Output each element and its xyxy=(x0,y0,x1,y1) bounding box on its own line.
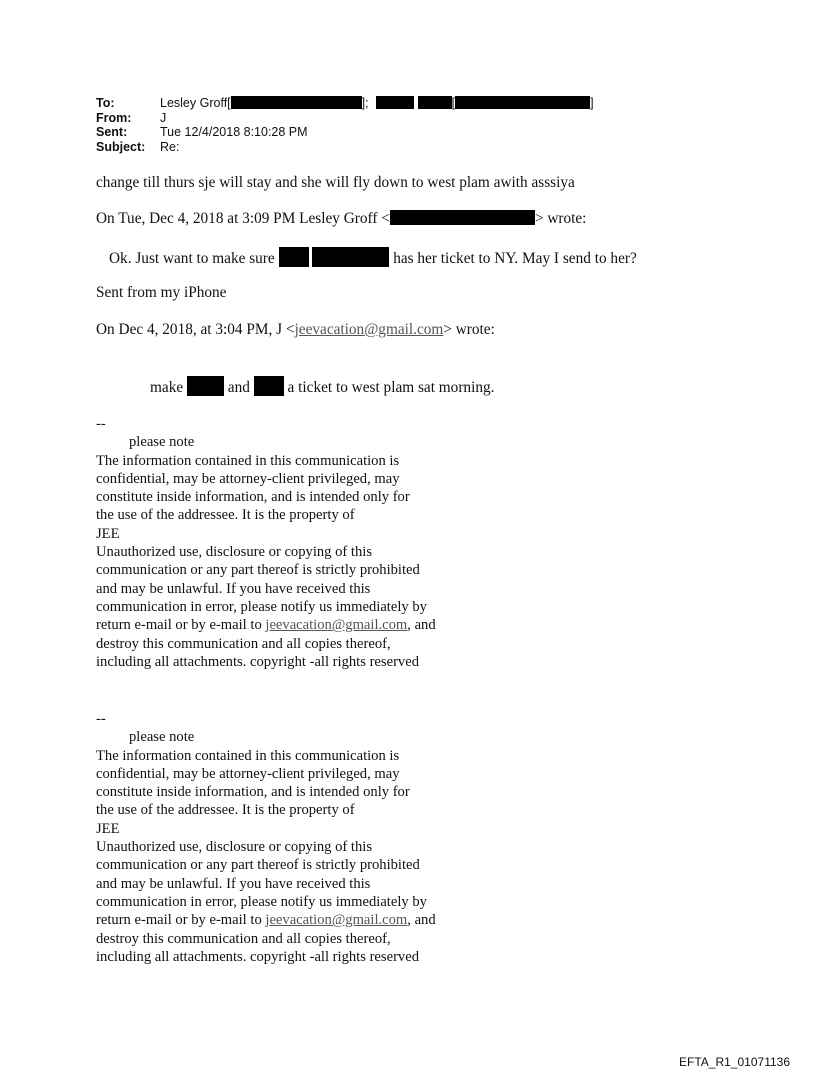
disclaimer-line: including all attachments. copyright -all rights reserved xyxy=(96,948,419,965)
disclaimer-return-line xyxy=(96,911,516,929)
disclaimer-line: JEE xyxy=(96,820,120,837)
redacted-name xyxy=(187,376,224,396)
quoted-message-1-part-a: Ok. Just want to make sure xyxy=(109,250,275,267)
to-name: Lesley Groff[ xyxy=(160,96,231,110)
redacted-email xyxy=(390,210,535,225)
redacted-name xyxy=(279,247,309,267)
disclaimer-line: the use of the addressee. It is the property of xyxy=(96,507,355,524)
quoted-message-2-part-c: a ticket to west plam sat morning. xyxy=(287,379,495,396)
disclaimer-note: please note xyxy=(129,434,195,451)
to-bracket-close: ] xyxy=(590,96,594,110)
from-row xyxy=(96,111,594,126)
quoted-message-2-part-a: make xyxy=(150,379,184,396)
disclaimer-block xyxy=(96,415,516,671)
sent-row xyxy=(96,125,594,140)
disclaimer-line: confidential, may be attorney-client privileged, may xyxy=(96,765,400,782)
disclaimer-line: including all attachments. copyright -all rights reserved xyxy=(96,653,419,670)
document-id-stamp: EFTA_R1_01071136 xyxy=(679,1055,790,1069)
disclaimer-line: constitute inside information, and is intended only for xyxy=(96,489,410,506)
disclaimer-line: and may be unlawful. If you have received this xyxy=(96,875,371,892)
disclaimer-return-line xyxy=(96,616,516,634)
disclaimer-line: communication in error, please notify us immediately by xyxy=(96,893,427,910)
quote-header-1-suffix: > wrote: xyxy=(534,210,587,227)
sent-label: Sent: xyxy=(96,125,128,140)
quoted-message-2-part-b: and xyxy=(227,379,250,396)
disclaimer-block xyxy=(96,710,516,966)
quote-email-link[interactable]: jeevacation@gmail.com xyxy=(294,321,444,338)
quote-header-2-suffix: > wrote: xyxy=(443,321,495,338)
disclaimer-email-link[interactable]: jeevacation@gmail.com xyxy=(265,617,408,634)
quote-header-1-prefix: On Tue, Dec 4, 2018 at 3:09 PM Lesley Groff < xyxy=(96,210,390,227)
disclaimer-line: The information contained in this communication is xyxy=(96,747,400,764)
subject-value: Re: xyxy=(160,139,180,154)
disclaimer-line: confidential, may be attorney-client privileged, may xyxy=(96,470,400,487)
to-bracket-open: [ xyxy=(451,96,456,110)
quote-header-2-prefix: On Dec 4, 2018, at 3:04 PM, J < xyxy=(96,321,295,338)
quoted-message-1-part-b: has her ticket to NY. May I send to her? xyxy=(393,250,637,267)
disclaimer-line: destroy this communication and all copies thereof, xyxy=(96,635,391,652)
disclaimer-note: please note xyxy=(129,729,195,746)
disclaimer-line: Unauthorized use, disclosure or copying of this xyxy=(96,839,373,856)
from-label: From: xyxy=(96,110,132,125)
disclaimer-return-prefix: return e-mail or by e-mail to xyxy=(96,912,266,929)
disclaimer-line: the use of the addressee. It is the property of xyxy=(96,802,355,819)
signature-dashes: -- xyxy=(96,416,106,432)
redacted-first-name xyxy=(376,96,414,109)
disclaimer-line: communication or any part thereof is strictly prohibited xyxy=(96,857,420,874)
quoted-message-2 xyxy=(150,376,494,397)
disclaimer-line: The information contained in this communication is xyxy=(96,452,400,469)
disclaimer-line: destroy this communication and all copies thereof, xyxy=(96,930,391,947)
email-header xyxy=(96,96,594,154)
disclaimer-line: communication in error, please notify us immediately by xyxy=(96,598,427,615)
disclaimer-return-prefix: return e-mail or by e-mail to xyxy=(96,617,266,634)
disclaimer-line: Unauthorized use, disclosure or copying of this xyxy=(96,544,373,561)
disclaimer-line: communication or any part thereof is strictly prohibited xyxy=(96,562,420,579)
from-value: J xyxy=(160,110,167,125)
redacted-name xyxy=(312,247,389,267)
subject-row xyxy=(96,140,594,155)
quote-header-1 xyxy=(96,210,586,228)
disclaimer-line: constitute inside information, and is intended only for xyxy=(96,784,410,801)
redacted-last-name xyxy=(418,96,452,109)
to-row xyxy=(96,96,594,111)
disclaimer-return-suffix: , and xyxy=(407,912,436,929)
redacted-email xyxy=(231,96,362,109)
disclaimer-line: and may be unlawful. If you have received this xyxy=(96,580,371,597)
sent-from-signature: Sent from my iPhone xyxy=(96,284,227,301)
to-separator: ]; xyxy=(361,96,369,110)
sent-value: Tue 12/4/2018 8:10:28 PM xyxy=(160,125,308,140)
redacted-email xyxy=(455,96,590,109)
redacted-name xyxy=(254,376,284,396)
subject-label: Subject: xyxy=(96,139,146,154)
quoted-message-1 xyxy=(109,247,637,268)
disclaimer-line: JEE xyxy=(96,525,120,542)
disclaimer-return-suffix: , and xyxy=(407,617,436,634)
reply-text: change till thurs sje will stay and she will fly down to west plam awith asssiya xyxy=(96,174,575,191)
to-label: To: xyxy=(96,96,115,110)
signature-dashes: -- xyxy=(96,711,106,727)
quote-header-2 xyxy=(96,321,495,339)
disclaimer-email-link[interactable]: jeevacation@gmail.com xyxy=(265,912,408,929)
